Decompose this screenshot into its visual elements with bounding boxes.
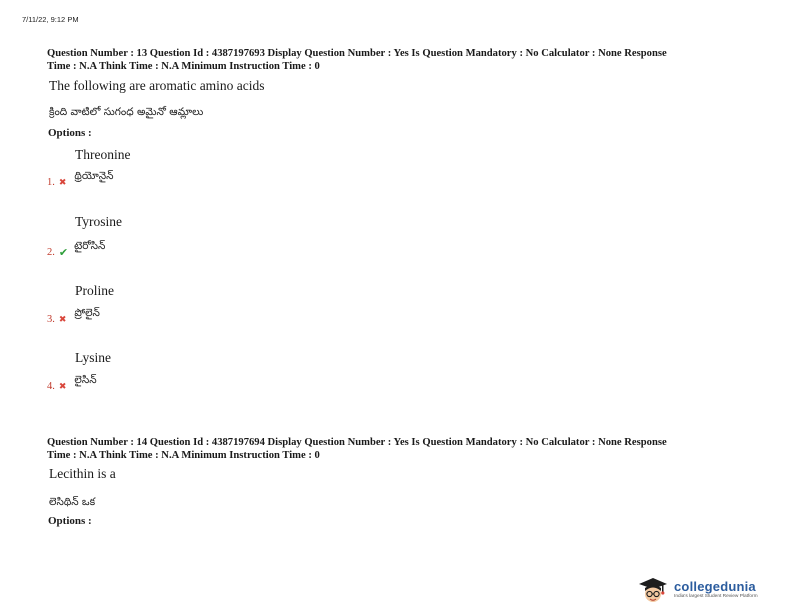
option-3-row bbox=[47, 307, 100, 325]
option-4-row bbox=[47, 374, 97, 392]
question-13-text-telugu: క్రింది వాటిలో సుగంధ అమైనో ఆమ్లాలు bbox=[49, 106, 204, 118]
option-4-text: Lysine bbox=[75, 350, 111, 365]
option-1-number: 1. bbox=[47, 177, 55, 188]
question-13-meta-line1: Question Number : 13 Question Id : 4387197693 Display Question Number : Yes Is Question Mandatory : No Calculator : None Response bbox=[47, 48, 667, 59]
question-13-meta bbox=[47, 48, 767, 73]
logo-wordmark: collegedunia bbox=[674, 579, 756, 594]
logo-tagline: India's largest Student Review Platform bbox=[674, 594, 758, 599]
question-14-meta-line1: Question Number : 14 Question Id : 4387197694 Display Question Number : Yes Is Question Mandatory : No Calculator : None Response bbox=[47, 437, 667, 448]
question-13-options-label: Options : bbox=[48, 127, 92, 139]
option-3-number: 3. bbox=[47, 314, 55, 325]
option-4-telugu: లైసిన్ bbox=[74, 374, 97, 386]
question-13-meta-line2: Time : N.A Think Time : N.A Minimum Instruction Time : 0 bbox=[47, 60, 320, 72]
question-13-text: The following are aromatic amino acids bbox=[49, 78, 265, 93]
option-1-row bbox=[47, 170, 114, 188]
option-3-telugu: ప్రోలైన్ bbox=[74, 307, 100, 319]
option-1-telugu: థ్రియోనైన్ bbox=[74, 170, 114, 182]
option-2-text: Tyrosine bbox=[75, 214, 123, 229]
print-timestamp: 7/11/22, 9:12 PM bbox=[22, 15, 79, 24]
graduate-mascot-icon bbox=[636, 575, 670, 605]
option-4-number: 4. bbox=[47, 381, 55, 392]
option-2-number: 2. bbox=[47, 247, 55, 258]
option-1-text: Threonine bbox=[75, 147, 131, 162]
collegedunia-logo bbox=[636, 575, 786, 605]
cross-icon: ✖ bbox=[58, 177, 67, 188]
check-icon: ✔ bbox=[58, 246, 69, 259]
question-14-text-telugu: లెసిథిన్ ఒక bbox=[49, 496, 96, 508]
option-2-row bbox=[47, 240, 106, 259]
cross-icon: ✖ bbox=[58, 314, 67, 325]
question-14-options-label: Options : bbox=[48, 515, 92, 527]
cross-icon: ✖ bbox=[58, 381, 67, 392]
question-14-meta-line2: Time : N.A Think Time : N.A Minimum Instruction Time : 0 bbox=[47, 449, 320, 461]
question-14-text: Lecithin is a bbox=[49, 466, 116, 481]
option-3-text: Proline bbox=[75, 283, 114, 298]
question-14-meta bbox=[47, 437, 767, 462]
option-2-telugu: టైరోసిన్ bbox=[74, 240, 106, 252]
